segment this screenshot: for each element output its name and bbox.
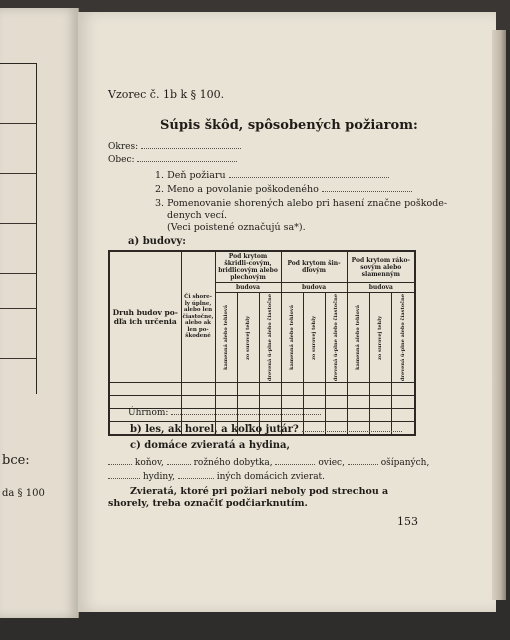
- uhrnom-label: Úhrnom:: [128, 408, 169, 418]
- animal-horses: koňov,: [134, 458, 164, 468]
- page-edge: [492, 30, 506, 600]
- uhrnom-dotted-line: [171, 414, 321, 415]
- dotted-line: [348, 464, 378, 465]
- item-3-note: (Veci poistené označujú sa*).: [167, 222, 306, 233]
- left-page-rule: [0, 223, 36, 224]
- sub-header-text: zo surovej tehly: [245, 315, 251, 360]
- section-b-dotted-line: [302, 431, 402, 432]
- budova-header-2: budova: [281, 283, 347, 293]
- left-page-rule: [0, 308, 36, 309]
- section-c: c) domáce zvieratá a hydina,: [130, 440, 290, 451]
- sub-header-text: zo surovej tehly: [311, 315, 318, 360]
- okres-label: Okres:: [108, 142, 139, 152]
- uhrnom-field: [128, 408, 321, 418]
- form-header: Vzorec č. 1b k § 100.: [108, 88, 225, 101]
- item-1-dotted-line: [229, 177, 389, 178]
- sub-header-text: zo surovej tehly: [377, 315, 384, 360]
- sub-header: [369, 293, 391, 383]
- section-b: [130, 424, 402, 435]
- obec-dotted-line: [137, 161, 237, 162]
- animal-pigs: ošípaných,: [380, 458, 430, 468]
- section-b-text: b) les, ak horel, a koľko jutár?: [130, 424, 299, 435]
- sub-header: [215, 293, 237, 383]
- sub-header: [281, 293, 303, 383]
- dotted-line: [275, 464, 315, 465]
- sub-header-text: kamenná alebo tehlová: [223, 305, 229, 370]
- left-page-rule: [0, 123, 36, 124]
- item-2-dotted-line: [322, 191, 412, 192]
- okres-field: [108, 142, 241, 152]
- sub-header-text: drevená ú-plne alebo čiastočne: [333, 294, 340, 382]
- page-number: 153: [397, 515, 418, 528]
- animal-cattle: rožného dobytka,: [193, 458, 273, 468]
- dotted-line: [178, 478, 214, 479]
- budova-header-3: budova: [347, 283, 415, 293]
- budova-header-1: budova: [215, 283, 281, 293]
- obec-field: [108, 155, 237, 165]
- sub-header-text: drevená ú-plne alebo čiastočne: [267, 294, 274, 382]
- okres-dotted-line: [141, 148, 241, 149]
- left-page-footer-ref: da § 100: [2, 488, 45, 499]
- form-title: Súpis škôd, spôsobených požiarom:: [160, 118, 418, 133]
- sub-header-text: drevená ú-plne alebo čiastočne: [399, 294, 406, 382]
- sub-header: [259, 293, 281, 383]
- item-3-line2: denych vecí.: [167, 210, 228, 221]
- sub-header: [325, 293, 347, 383]
- table-row: [109, 396, 415, 409]
- left-page-table-frame: [0, 63, 37, 394]
- group-header-1: Pod krytom škridli-covým, bridlicovým alebo plechovým: [215, 251, 281, 283]
- sub-header: [347, 293, 369, 383]
- animal-sheep: oviec,: [318, 458, 345, 468]
- group-header-3: Pod krytom ráko-sovým alebo slamenným: [347, 251, 415, 283]
- section-a-label: a) budovy:: [128, 236, 186, 247]
- item-2-text: 2. Meno a povolanie poškodeného: [155, 184, 319, 195]
- sub-header-text: kamenná alebo tehlová: [289, 305, 296, 370]
- left-page-obce-label: bce:: [2, 453, 30, 468]
- obec-label: Obec:: [108, 155, 135, 165]
- note: Zvieratá, ktoré pri požiari neboly pod strechou a shorely, treba označiť podčiarknutím.: [108, 486, 389, 509]
- left-page-rule: [0, 173, 36, 174]
- animals-line-2: [108, 472, 325, 482]
- col-header-ci: Či shore-ly úplne, alebo len čiastočne, alebo ak len po-škodené: [181, 251, 215, 383]
- sub-header: [237, 293, 259, 383]
- item-1-text: 1. Deň požiaru: [155, 170, 226, 181]
- item-2: [155, 184, 412, 195]
- sub-header: [303, 293, 325, 383]
- col-header-druh: Druh budov po-dľa ich určenia: [109, 251, 181, 383]
- animal-poultry: hydiny,: [142, 472, 175, 482]
- left-page-rule: [0, 273, 36, 274]
- table-row: [109, 383, 415, 396]
- dotted-line: [108, 464, 132, 465]
- animals-line-1: [108, 458, 429, 468]
- group-header-2: Pod krytom šin-dľovým: [281, 251, 347, 283]
- left-page-rule: [0, 358, 36, 359]
- dotted-line: [167, 464, 191, 465]
- sub-header: [391, 293, 415, 383]
- left-page: [0, 8, 79, 618]
- animal-other: iných domácich zvierat.: [216, 472, 326, 482]
- dotted-line: [108, 478, 140, 479]
- item-1: [155, 170, 389, 181]
- item-3-line1: 3. Pomenovanie shorených alebo pri hasení značne poškode-: [155, 198, 448, 209]
- sub-header-text: kamenná alebo tehlová: [355, 305, 362, 370]
